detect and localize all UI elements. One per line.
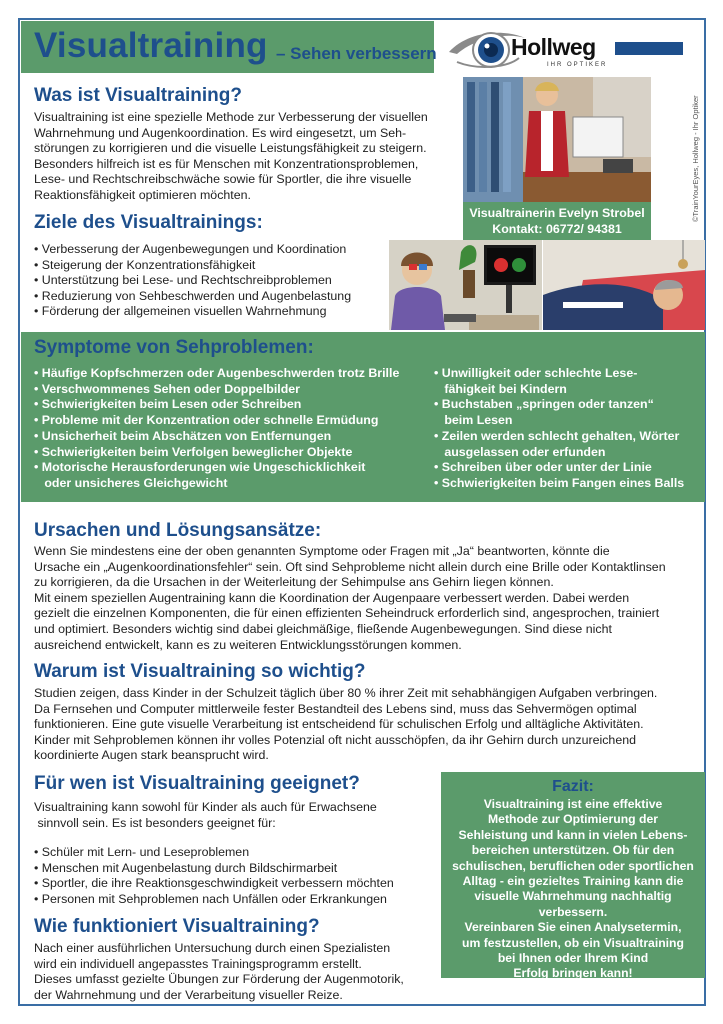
text-line: Studien zeigen, dass Kinder in der Schulzeit täglich über 80 % ihrer Zeit mit sehabhängigen Aufgaben verbringen.	[34, 686, 658, 700]
list-item: • Förderung der allgemeinen visuellen Wahrnehmung	[34, 304, 351, 320]
page-subtitle: – Sehen verbessern	[276, 44, 437, 63]
page-title: Visualtraining	[34, 26, 268, 65]
text-line: Vereinbaren Sie einen Analysetermin,	[464, 920, 682, 935]
symptome-list-right	[434, 366, 684, 492]
list-item: • Personen mit Sehproblemen nach Unfällen oder Erkrankungen	[34, 892, 394, 908]
text-line: Methode zur Optimierung der	[488, 812, 658, 827]
text-line: Kinder mit Sehproblemen können ihr volles Potenzial oft nicht ausschöpfen, da ihr Gehirn durch unzureichend	[34, 732, 636, 747]
text-line: gezielt die einzelnen Komponenten, die für einen effizienten Seheindruck erforderlich sind, angesprochen, trainiert	[34, 606, 660, 621]
list-item: • Buchstaben „springen oder tanzen“	[434, 397, 654, 412]
list-item: • Schüler mit Lern- und Leseproblemen	[34, 845, 394, 861]
list-item: fähigkeit bei Kindern	[434, 381, 567, 396]
list-item: • Steigerung der Konzentrationsfähigkeit	[34, 258, 351, 274]
text-line: sinnvoll sein. Es ist besonders geeignet für:	[34, 815, 276, 830]
text-line: störungen zu korrigieren und die visuelle Leistungsfähigkeit zu steigern.	[34, 141, 427, 156]
list-item: • Motorische Herausforderungen wie Ungeschicklichkeit	[34, 460, 366, 475]
photo-trainer	[463, 77, 651, 202]
list-item: beim Lesen	[434, 413, 513, 428]
list-item: ausgelassen oder erfunden	[434, 444, 606, 459]
section-heading-wie: Wie funktioniert Visualtraining?	[34, 916, 320, 937]
caption-contact: Kontakt: 06772/ 94381	[492, 222, 622, 236]
list-item: • Unwilligkeit oder schlechte Lese-	[434, 366, 638, 380]
text-line: Visualtraining ist eine effektive	[483, 797, 663, 811]
list-item: oder unsicheres Gleichgewicht	[34, 475, 228, 490]
photo-adult-training	[543, 240, 705, 330]
text-line: funktionieren. Eine gute visuelle Verarbeitung ist entscheidend für schulischen Erfolg und alltägliche Aktivitäten.	[34, 717, 644, 732]
text-line: Erfolg bringen kann!	[513, 966, 633, 981]
section-heading-was-ist: Was ist Visualtraining?	[34, 85, 242, 106]
text-line: verbessern.	[538, 904, 608, 919]
text-line: Visualtraining kann sowohl für Kinder als auch für Erwachsene	[34, 800, 377, 814]
photo-caption	[463, 202, 651, 240]
section-heading-ziele: Ziele des Visualtrainings:	[34, 212, 263, 233]
list-item: • Sportler, die ihre Reaktionsgeschwindigkeit verbessern möchten	[34, 876, 394, 892]
list-item: • Unsicherheit beim Abschätzen von Entfernungen	[34, 428, 332, 443]
brand-name: Hollweg	[511, 34, 596, 60]
ziele-list	[34, 242, 351, 320]
symptome-list-left	[34, 366, 399, 492]
text-line: Wenn Sie mindestens eine der oben genannten Symptome oder Fragen mit „Ja“ beantworten, könnte die	[34, 544, 610, 558]
ursachen-text	[34, 544, 666, 653]
text-line: Mit einem speziellen Augentraining kann die Koordination der Augenpaare verbessert werden. Dabei werden	[34, 590, 630, 605]
photo-child-training	[389, 240, 542, 330]
text-line: schulischen, beruflichen oder sportlichen	[452, 858, 694, 873]
list-item: • Probleme mit der Konzentration oder schnelle Ermüdung	[34, 413, 379, 428]
text-line: visuelle Wahrnehmung nachhaltig	[474, 889, 672, 904]
caption-name: Visualtrainerin Evelyn Strobel	[469, 206, 645, 220]
text-line: um festzustellen, ob ein Visualtraining	[462, 935, 684, 950]
list-item: • Menschen mit Augenbelastung durch Bildschirmarbeit	[34, 861, 394, 877]
text-line: bei Ihnen oder Ihrem Kind	[497, 951, 649, 966]
text-line: Dieses umfasst gezielte Übungen zur Förderung der Augenmotorik,	[34, 972, 404, 987]
list-item: • Verschwommenes Sehen oder Doppelbilder	[34, 381, 300, 396]
list-item: • Reduzierung von Sehbeschwerden und Augenbelastung	[34, 289, 351, 305]
section-heading-ursachen: Ursachen und Lösungsansätze:	[34, 520, 322, 541]
fazit-text	[441, 797, 705, 982]
text-line: Reaktionsfähigkeit optimieren möchten.	[34, 187, 251, 202]
hollweg-logo	[447, 24, 687, 74]
list-item: • Schreiben über oder unter der Linie	[434, 460, 652, 475]
warum-text	[34, 686, 657, 764]
text-line: Visualtraining ist eine spezielle Methode zur Verbesserung der visuellen	[34, 110, 428, 124]
list-item: • Schwierigkeiten beim Lesen oder Schreiben	[34, 397, 302, 412]
fuer-wen-list	[34, 845, 394, 907]
text-line: Sehleistung und kann in vielen Lebens-	[458, 827, 688, 842]
text-line: Nach einer ausführlichen Untersuchung durch einen Spezialisten	[34, 941, 391, 955]
text-line: Lese- und Rechtschreibschwäche sowie für Sportler, die ihre visuelle	[34, 172, 412, 187]
text-line: der Wahrnehmung und der Verarbeitung visueller Reize.	[34, 987, 343, 1002]
was-ist-text	[34, 110, 428, 204]
brand-tagline: IHR OPTIKER	[547, 62, 608, 68]
text-line: zu korrigieren, da die Ursachen in der Weiterleitung der Sehimpulse ans Gehirn liegen können.	[34, 575, 554, 590]
list-item: • Schwierigkeiten beim Verfolgen beweglicher Objekte	[34, 444, 353, 459]
text-line: bereichen unterstützen. Ob für den	[471, 843, 675, 858]
fazit-box	[441, 772, 705, 981]
fuer-wen-text	[34, 800, 377, 831]
text-line: Besonders hilfreich ist es für Menschen mit Konzentrationsproblemen,	[34, 156, 419, 171]
fazit-heading: Fazit:	[552, 778, 594, 795]
text-line: Ursache ein „Augenkoordinationsfehler“ sein. Oft sind Sehprobleme nicht allein durch eine Brille oder Kontaktlinsen	[34, 559, 666, 574]
text-line: Wahrnehmung und Augenkoordination. Es wird eingesetzt, um Seh-	[34, 125, 407, 140]
list-item: • Schwierigkeiten beim Fangen eines Balls	[434, 475, 685, 490]
text-line: Alltag - ein gezieltes Training kann die	[462, 874, 684, 889]
text-line: wird ein individuell angepasstes Trainingsprogramm erstellt.	[34, 956, 362, 971]
text-line: Da Fernsehen und Computer mittlerweile fester Bestandteil des Lebens sind, muss das Sehvermögen optimal	[34, 701, 637, 716]
wie-text	[34, 941, 404, 1003]
section-heading-symptome: Symptome von Sehproblemen:	[34, 337, 314, 358]
text-line: koordinierte Augen stark beansprucht wird.	[34, 748, 269, 763]
list-item: • Unterstützung bei Lese- und Rechtschreibproblemen	[34, 273, 351, 289]
section-heading-warum: Warum ist Visualtraining so wichtig?	[34, 661, 366, 682]
list-item: • Zeilen werden schlecht gehalten, Wörter	[434, 428, 680, 443]
list-item: • Häufige Kopfschmerzen oder Augenbeschwerden trotz Brille	[34, 366, 400, 380]
text-line: und optimiert. Besonders wichtig sind dabei gleichmäßige, fließende Augenbewegungen. Sind diese nicht	[34, 621, 612, 636]
photo-credit: ©TrainYourEyes, Hollweg - Ihr Optiker	[691, 95, 700, 222]
list-item: • Verbesserung der Augenbewegungen und Koordination	[34, 242, 351, 258]
section-heading-fuer-wen: Für wen ist Visualtraining geeignet?	[34, 773, 360, 794]
text-line: ausreichend entwickelt, kann es zu weiteren Entwicklungsstörungen kommen.	[34, 637, 462, 652]
